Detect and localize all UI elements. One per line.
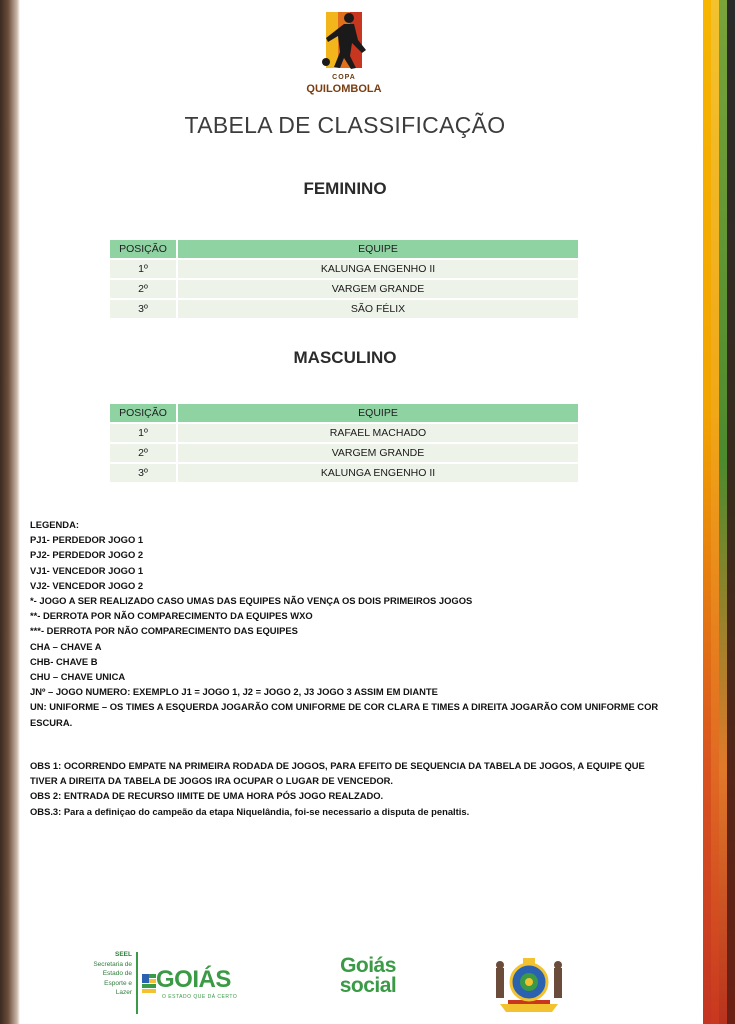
flag-icon xyxy=(142,974,156,994)
table-masculino xyxy=(110,404,578,482)
municipal-crest-icon xyxy=(490,956,568,1016)
legend-item: PJ2- PERDEDOR JOGO 2 xyxy=(30,549,144,561)
goias-tagline: O ESTADO QUE DÁ CERTO xyxy=(162,994,238,1000)
social-line-1: Goiás xyxy=(340,954,396,977)
legend-item: CHU – CHAVE UNICA xyxy=(30,671,126,683)
page-title: TABELA DE CLASSIFICAÇÃO xyxy=(184,112,506,138)
cell-posicao: 2º xyxy=(110,443,177,463)
seel-line: Estado de xyxy=(102,970,132,977)
table-header-row xyxy=(110,240,578,259)
seel-divider xyxy=(136,952,138,1014)
cell-equipe: RAFAEL MACHADO xyxy=(177,423,578,443)
goias-social-logo xyxy=(318,956,418,996)
player-silhouette-icon xyxy=(296,6,392,76)
seel-line: Lazer xyxy=(115,989,132,996)
legend-item: PJ1- PERDEDOR JOGO 1 xyxy=(30,534,144,546)
cell-equipe: KALUNGA ENGENHO II xyxy=(177,259,578,279)
stripe-yellow xyxy=(703,0,711,1024)
cell-posicao: 1º xyxy=(110,259,177,279)
cell-posicao: 1º xyxy=(110,423,177,443)
goias-wordmark: GOIÁS xyxy=(156,966,231,993)
stripe-orange xyxy=(711,0,719,1024)
table-row xyxy=(110,463,578,482)
obs-item: OBS 1: OCORRENDO EMPATE NA PRIMEIRA RODADA DE JOGOS, PARA EFEITO DE SEQUENCIA DA TABELA DE JOGOS, A EQUIPE QUE TIVER A DIREITA DA TABELA DE JOGOS IRA OCUPAR O LUGAR DE VENCEDOR. xyxy=(30,760,645,787)
legend-block xyxy=(30,517,660,730)
left-page-edge xyxy=(0,0,20,1024)
cell-equipe: SÃO FÉLIX xyxy=(177,299,578,318)
column-header-posicao: POSIÇÃO xyxy=(110,404,177,423)
legend-item: *- JOGO A SER REALIZADO CASO UMAS DAS EQUIPES NÃO VENÇA OS DOIS PRIMEIROS JOGOS xyxy=(30,595,473,607)
cell-posicao: 2º xyxy=(110,279,177,299)
section-title-masculino: MASCULINO xyxy=(293,348,397,367)
cell-equipe: VARGEM GRANDE xyxy=(177,279,578,299)
legend-item: CHA – CHAVE A xyxy=(30,640,102,652)
section-title-feminino: FEMININO xyxy=(303,179,387,198)
cell-equipe: VARGEM GRANDE xyxy=(177,443,578,463)
seel-line: SEEL xyxy=(115,951,132,958)
table-row xyxy=(110,423,578,443)
legend-item: **- DERROTA POR NÃO COMPARECIMENTO DA EQUIPES WXO xyxy=(30,610,313,622)
cell-posicao: 3º xyxy=(110,299,177,318)
seel-line: Esporte e xyxy=(104,979,132,987)
column-header-posicao: POSIÇÃO xyxy=(110,240,177,259)
obs-item: OBS.3: Para a definiçao do campeão da etapa Niquelândia, foi-se necessario a disputa de penaltis. xyxy=(30,805,470,817)
legend-item: UN: UNIFORME – OS TIMES A ESQUERDA JOGARÃO COM UNIFORME DE COR CLARA E TIMES A DIREITA JOGARÃO COM UNIFORME COR ESCURA. xyxy=(30,701,659,728)
seel-text xyxy=(80,950,132,998)
legend-item: VJ2- VENCEDOR JOGO 2 xyxy=(30,579,144,591)
logo-text-copa: COPA xyxy=(332,74,356,81)
social-line-2: social xyxy=(339,974,397,997)
obs-item: OBS 2: ENTRADA DE RECURSO lIMITE DE UMA HORA PÓS JOGO REALZADO. xyxy=(30,790,384,802)
legend-heading: LEGENDA: xyxy=(30,519,79,530)
right-color-stripes xyxy=(703,0,735,1024)
table-row xyxy=(110,259,578,279)
observations-block xyxy=(30,758,660,819)
table-row xyxy=(110,299,578,318)
logo-text-quilombola: QUILOMBOLA xyxy=(306,83,382,95)
legend-item: CHB- CHAVE B xyxy=(30,655,98,667)
seel-line: Secretaria de xyxy=(93,960,132,968)
legend-item: ***- DERROTA POR NÃO COMPARECIMENTO DAS EQUIPES xyxy=(30,625,298,637)
column-header-equipe: EQUIPE xyxy=(177,404,578,423)
footer-goias-logo xyxy=(80,950,240,1016)
cell-posicao: 3º xyxy=(110,463,177,482)
table-row xyxy=(110,443,578,463)
column-header-equipe: EQUIPE xyxy=(177,240,578,259)
table-feminino xyxy=(110,240,578,318)
legend-item: JNº – JOGO NUMERO: EXEMPLO J1 = JOGO 1, J2 = JOGO 2, J3 JOGO 3 ASSIM EM DIANTE xyxy=(30,686,438,698)
copa-quilombola-logo xyxy=(296,6,392,96)
stripe-green xyxy=(719,0,727,1024)
cell-equipe: KALUNGA ENGENHO II xyxy=(177,463,578,482)
table-header-row xyxy=(110,404,578,423)
table-row xyxy=(110,279,578,299)
legend-item: VJ1- VENCEDOR JOGO 1 xyxy=(30,564,144,576)
stripe-dark xyxy=(727,0,735,1024)
